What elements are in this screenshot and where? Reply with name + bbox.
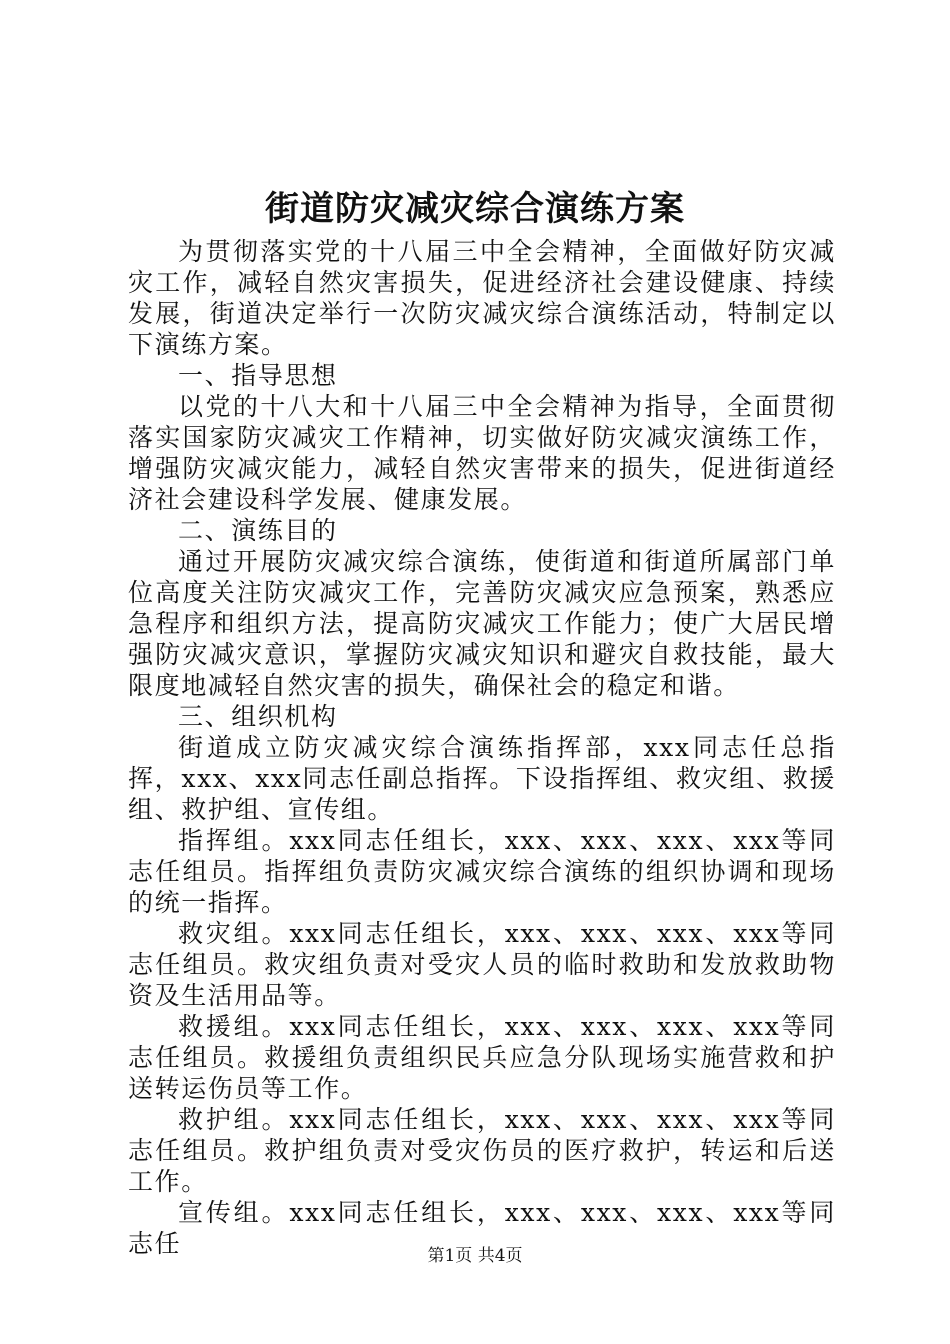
body-paragraph: 救灾组。xxx同志任组长，xxx、xxx、xxx、xxx等同志任组员。救灾组负责对受灾人员的临时救助和发放救助物资及生活用品等。 (128, 919, 836, 1010)
section-heading: 二、演练目的 (178, 516, 338, 545)
body-paragraph: 以党的十八大和十八届三中全会精神为指导，全面贯彻落实国家防灾减灾工作精神，切实做好防灾减灾演练工作，增强防灾减灾能力，减轻自然灾害带来的损失，促进街道经济社会建设科学发展、健康发展。 (128, 392, 836, 514)
body-paragraph: 宣传组。xxx同志任组长，xxx、xxx、xxx、xxx等同志任 (128, 1198, 836, 1258)
body-paragraph: 指挥组。xxx同志任组长，xxx、xxx、xxx、xxx等同志任组员。指挥组负责防灾减灾综合演练的组织协调和现场的统一指挥。 (128, 826, 836, 917)
section-heading: 三、组织机构 (178, 702, 338, 731)
body-paragraph: 救援组。xxx同志任组长，xxx、xxx、xxx、xxx等同志任组员。救援组负责组织民兵应急分队现场实施营救和护送转运伤员等工作。 (128, 1012, 836, 1103)
body-paragraph: 救护组。xxx同志任组长，xxx、xxx、xxx、xxx等同志任组员。救护组负责对受灾伤员的医疗救护，转运和后送工作。 (128, 1105, 836, 1196)
body-paragraph: 通过开展防灾减灾综合演练，使街道和街道所属部门单位高度关注防灾减灾工作，完善防灾减灾应急预案，熟悉应急程序和组织方法，提高防灾减灾工作能力；使广大居民增强防灾减灾意识，掌握防灾减灾知识和避灾自救技能，最大限度地减轻自然灾害的损失，确保社会的稳定和谐。 (128, 547, 836, 700)
document-title: 街道防灾减灾综合演练方案 (265, 189, 685, 229)
section-heading: 一、指导思想 (178, 361, 338, 390)
intro-paragraph: 为贯彻落实党的十八届三中全会精神，全面做好防灾减灾工作，减轻自然灾害损失，促进经济社会建设健康、持续发展，街道决定举行一次防灾减灾综合演练活动，特制定以下演练方案。 (128, 237, 836, 359)
document-body (128, 236, 836, 1259)
body-paragraph: 街道成立防灾减灾综合演练指挥部，xxx同志任总指挥，xxx、xxx同志任副总指挥。下设指挥组、救灾组、救援组、救护组、宣传组。 (128, 733, 836, 824)
page-footer: 第1页 共4页 (427, 1246, 523, 1266)
